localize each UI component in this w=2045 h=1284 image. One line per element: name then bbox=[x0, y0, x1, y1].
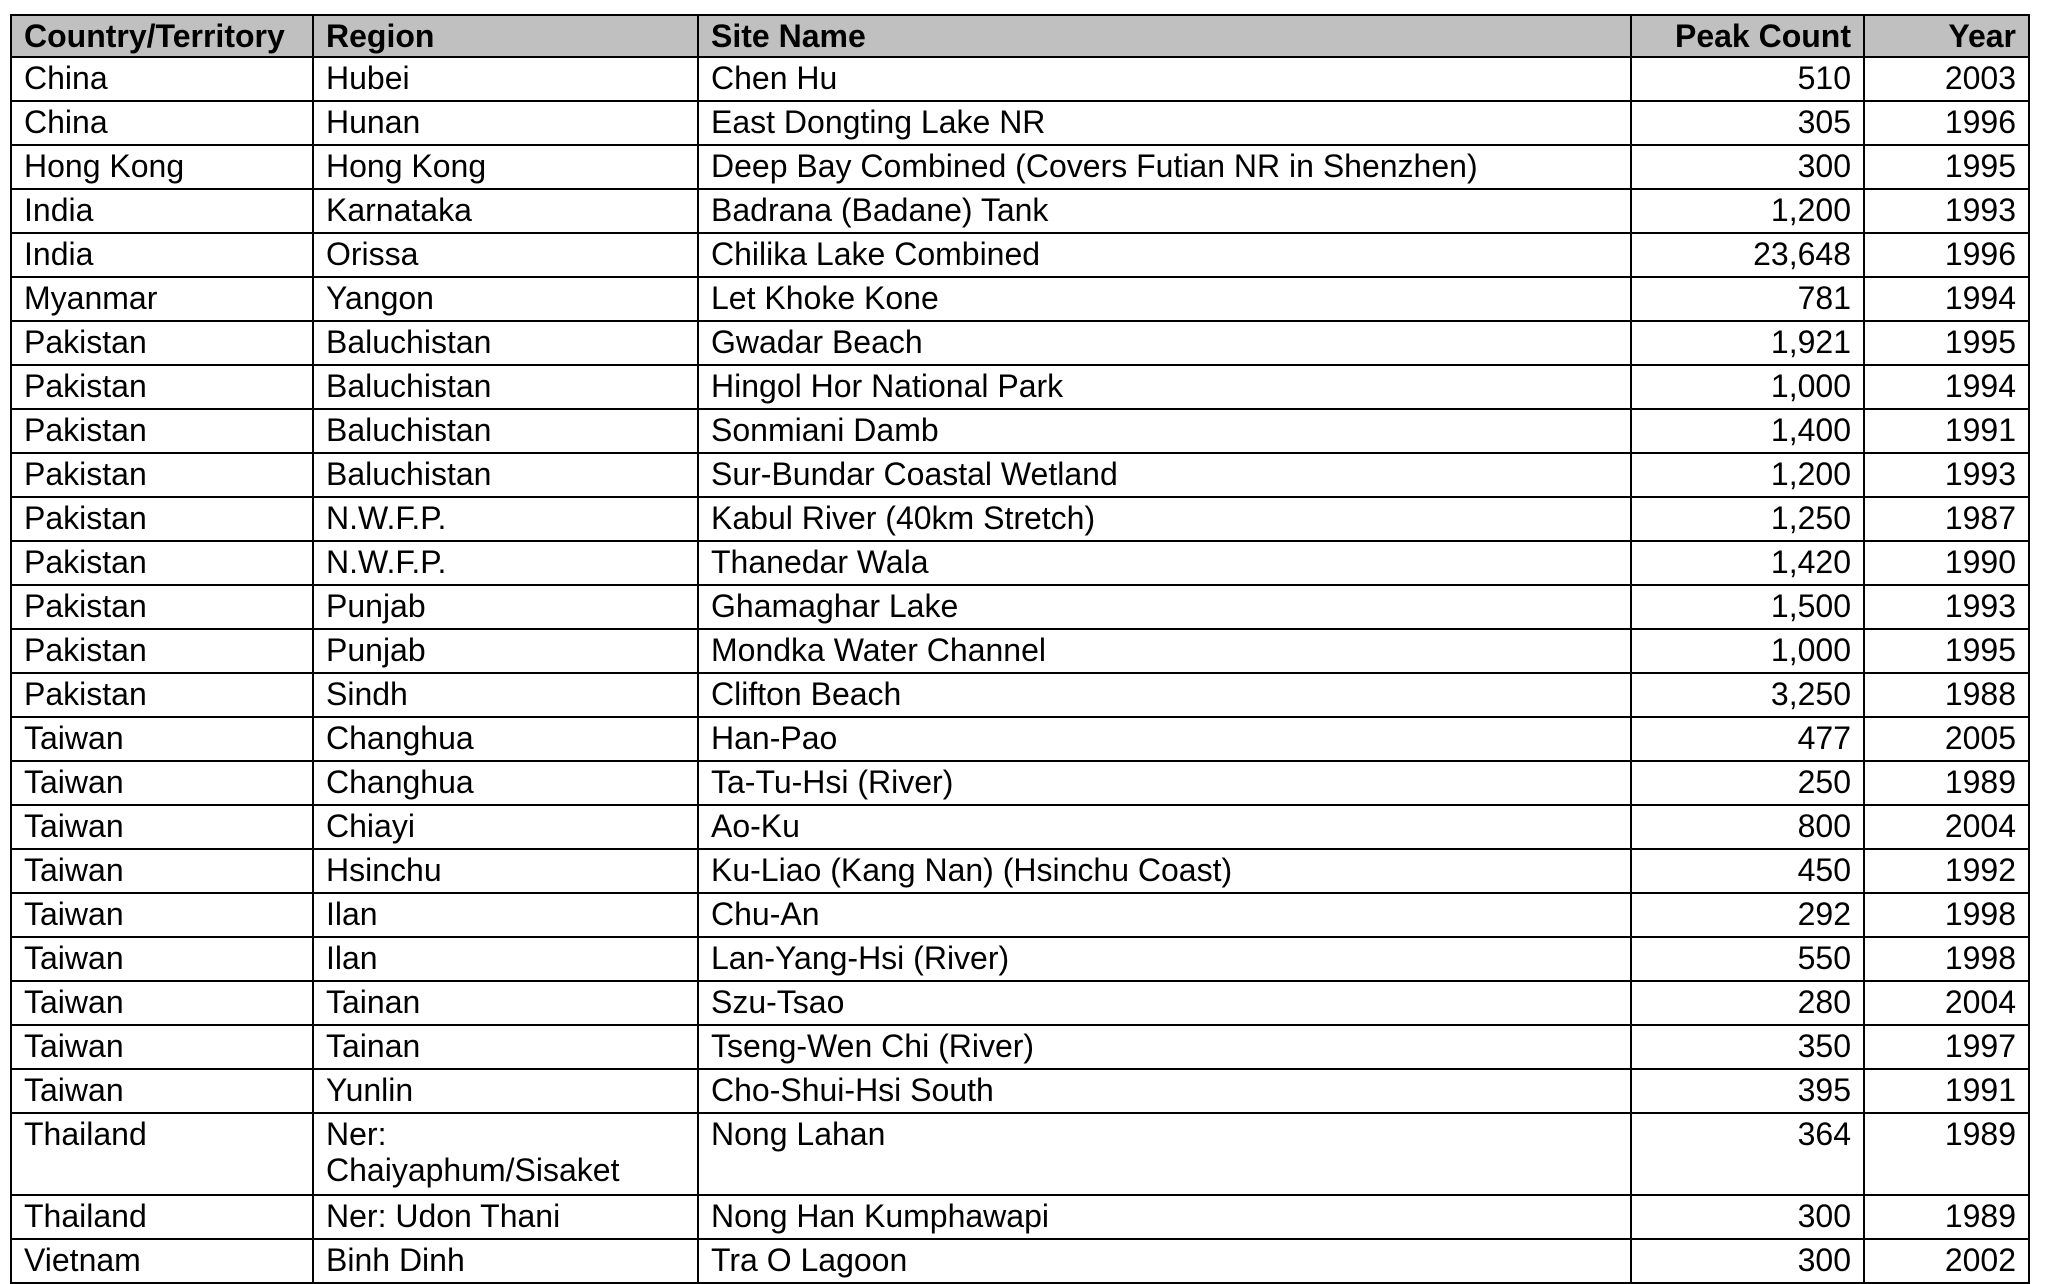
table-row bbox=[11, 101, 2029, 145]
header-row bbox=[11, 15, 2029, 57]
cell-year: 1989 bbox=[1864, 761, 2029, 805]
cell-site-name: Sur-Bundar Coastal Wetland bbox=[698, 453, 1631, 497]
cell-site-name: East Dongting Lake NR bbox=[698, 101, 1631, 145]
cell-country: Pakistan bbox=[11, 409, 313, 453]
table-row bbox=[11, 453, 2029, 497]
cell-year: 1991 bbox=[1864, 409, 2029, 453]
cell-country: Taiwan bbox=[11, 761, 313, 805]
cell-region: Ner: Chaiyaphum/Sisaket bbox=[313, 1113, 698, 1195]
cell-region: Tainan bbox=[313, 1025, 698, 1069]
cell-peak-count: 477 bbox=[1631, 717, 1864, 761]
table-row bbox=[11, 1069, 2029, 1113]
cell-region: Baluchistan bbox=[313, 453, 698, 497]
table-row bbox=[11, 497, 2029, 541]
cell-year: 1993 bbox=[1864, 453, 2029, 497]
cell-country: Thailand bbox=[11, 1113, 313, 1195]
cell-country: Pakistan bbox=[11, 673, 313, 717]
cell-site-name: Lan-Yang-Hsi (River) bbox=[698, 937, 1631, 981]
cell-region: Orissa bbox=[313, 233, 698, 277]
header-country: Country/Territory bbox=[11, 15, 313, 57]
cell-country: China bbox=[11, 101, 313, 145]
cell-region: Hubei bbox=[313, 57, 698, 101]
cell-country: Taiwan bbox=[11, 937, 313, 981]
cell-region: Changhua bbox=[313, 717, 698, 761]
cell-region: Yunlin bbox=[313, 1069, 698, 1113]
cell-region: Changhua bbox=[313, 761, 698, 805]
cell-region: Baluchistan bbox=[313, 365, 698, 409]
cell-site-name: Nong Lahan bbox=[698, 1113, 1631, 1195]
cell-site-name: Chilika Lake Combined bbox=[698, 233, 1631, 277]
cell-region: Binh Dinh bbox=[313, 1239, 698, 1283]
cell-peak-count: 292 bbox=[1631, 893, 1864, 937]
cell-region: Ilan bbox=[313, 937, 698, 981]
cell-country: Taiwan bbox=[11, 981, 313, 1025]
cell-site-name: Tseng-Wen Chi (River) bbox=[698, 1025, 1631, 1069]
table-row bbox=[11, 1195, 2029, 1239]
cell-site-name: Gwadar Beach bbox=[698, 321, 1631, 365]
table-row bbox=[11, 717, 2029, 761]
cell-site-name: Cho-Shui-Hsi South bbox=[698, 1069, 1631, 1113]
cell-country: Taiwan bbox=[11, 717, 313, 761]
table-row bbox=[11, 541, 2029, 585]
table-row bbox=[11, 673, 2029, 717]
cell-country: India bbox=[11, 233, 313, 277]
cell-site-name: Thanedar Wala bbox=[698, 541, 1631, 585]
cell-site-name: Ta-Tu-Hsi (River) bbox=[698, 761, 1631, 805]
cell-peak-count: 23,648 bbox=[1631, 233, 1864, 277]
cell-peak-count: 1,400 bbox=[1631, 409, 1864, 453]
cell-peak-count: 305 bbox=[1631, 101, 1864, 145]
table-row bbox=[11, 57, 2029, 101]
cell-country: Pakistan bbox=[11, 321, 313, 365]
cell-country: Pakistan bbox=[11, 541, 313, 585]
cell-year: 1990 bbox=[1864, 541, 2029, 585]
cell-peak-count: 300 bbox=[1631, 145, 1864, 189]
table-row bbox=[11, 937, 2029, 981]
cell-country: Hong Kong bbox=[11, 145, 313, 189]
table-row bbox=[11, 365, 2029, 409]
cell-country: Taiwan bbox=[11, 893, 313, 937]
header-peak-count: Peak Count bbox=[1631, 15, 1864, 57]
cell-peak-count: 550 bbox=[1631, 937, 1864, 981]
table-row bbox=[11, 1239, 2029, 1283]
cell-year: 1995 bbox=[1864, 321, 2029, 365]
cell-year: 1991 bbox=[1864, 1069, 2029, 1113]
cell-country: Pakistan bbox=[11, 365, 313, 409]
cell-site-name: Kabul River (40km Stretch) bbox=[698, 497, 1631, 541]
cell-peak-count: 364 bbox=[1631, 1113, 1864, 1195]
cell-peak-count: 450 bbox=[1631, 849, 1864, 893]
site-count-table bbox=[10, 14, 2030, 1284]
cell-region: N.W.F.P. bbox=[313, 497, 698, 541]
cell-region: Ilan bbox=[313, 893, 698, 937]
cell-peak-count: 1,250 bbox=[1631, 497, 1864, 541]
cell-site-name: Sonmiani Damb bbox=[698, 409, 1631, 453]
table-row bbox=[11, 1025, 2029, 1069]
cell-site-name: Chen Hu bbox=[698, 57, 1631, 101]
table-row bbox=[11, 277, 2029, 321]
table-body bbox=[11, 57, 2029, 1283]
cell-peak-count: 250 bbox=[1631, 761, 1864, 805]
cell-site-name: Ku-Liao (Kang Nan) (Hsinchu Coast) bbox=[698, 849, 1631, 893]
cell-country: Taiwan bbox=[11, 1025, 313, 1069]
cell-country: Thailand bbox=[11, 1195, 313, 1239]
cell-peak-count: 1,200 bbox=[1631, 453, 1864, 497]
cell-country: Pakistan bbox=[11, 497, 313, 541]
header-site-name: Site Name bbox=[698, 15, 1631, 57]
table-header bbox=[11, 15, 2029, 57]
cell-year: 1996 bbox=[1864, 233, 2029, 277]
cell-peak-count: 1,000 bbox=[1631, 365, 1864, 409]
cell-peak-count: 280 bbox=[1631, 981, 1864, 1025]
cell-peak-count: 781 bbox=[1631, 277, 1864, 321]
cell-peak-count: 300 bbox=[1631, 1239, 1864, 1283]
cell-peak-count: 1,420 bbox=[1631, 541, 1864, 585]
cell-country: China bbox=[11, 57, 313, 101]
cell-country: India bbox=[11, 189, 313, 233]
cell-year: 1998 bbox=[1864, 893, 2029, 937]
cell-site-name: Clifton Beach bbox=[698, 673, 1631, 717]
cell-site-name: Ghamaghar Lake bbox=[698, 585, 1631, 629]
cell-country: Pakistan bbox=[11, 585, 313, 629]
cell-site-name: Badrana (Badane) Tank bbox=[698, 189, 1631, 233]
table-row bbox=[11, 1113, 2029, 1195]
table-row bbox=[11, 321, 2029, 365]
cell-peak-count: 395 bbox=[1631, 1069, 1864, 1113]
cell-site-name: Han-Pao bbox=[698, 717, 1631, 761]
cell-region: N.W.F.P. bbox=[313, 541, 698, 585]
cell-region: Yangon bbox=[313, 277, 698, 321]
cell-country: Taiwan bbox=[11, 849, 313, 893]
cell-peak-count: 510 bbox=[1631, 57, 1864, 101]
cell-peak-count: 1,200 bbox=[1631, 189, 1864, 233]
cell-year: 1989 bbox=[1864, 1113, 2029, 1195]
cell-site-name: Tra O Lagoon bbox=[698, 1239, 1631, 1283]
cell-region: Chiayi bbox=[313, 805, 698, 849]
cell-year: 1993 bbox=[1864, 585, 2029, 629]
table-row bbox=[11, 233, 2029, 277]
cell-country: Taiwan bbox=[11, 805, 313, 849]
cell-peak-count: 1,500 bbox=[1631, 585, 1864, 629]
cell-country: Taiwan bbox=[11, 1069, 313, 1113]
cell-country: Vietnam bbox=[11, 1239, 313, 1283]
cell-year: 1998 bbox=[1864, 937, 2029, 981]
cell-year: 1994 bbox=[1864, 365, 2029, 409]
cell-peak-count: 1,000 bbox=[1631, 629, 1864, 673]
cell-year: 1992 bbox=[1864, 849, 2029, 893]
cell-region: Punjab bbox=[313, 629, 698, 673]
cell-year: 2004 bbox=[1864, 981, 2029, 1025]
cell-site-name: Szu-Tsao bbox=[698, 981, 1631, 1025]
cell-site-name: Ao-Ku bbox=[698, 805, 1631, 849]
cell-year: 1995 bbox=[1864, 629, 2029, 673]
table-row bbox=[11, 849, 2029, 893]
cell-region: Karnataka bbox=[313, 189, 698, 233]
table-row bbox=[11, 893, 2029, 937]
cell-country: Pakistan bbox=[11, 453, 313, 497]
cell-peak-count: 800 bbox=[1631, 805, 1864, 849]
cell-peak-count: 1,921 bbox=[1631, 321, 1864, 365]
cell-year: 2004 bbox=[1864, 805, 2029, 849]
cell-year: 1993 bbox=[1864, 189, 2029, 233]
cell-country: Myanmar bbox=[11, 277, 313, 321]
cell-region: Sindh bbox=[313, 673, 698, 717]
cell-region: Baluchistan bbox=[313, 409, 698, 453]
table-row bbox=[11, 981, 2029, 1025]
header-region: Region bbox=[313, 15, 698, 57]
cell-year: 1987 bbox=[1864, 497, 2029, 541]
cell-year: 1988 bbox=[1864, 673, 2029, 717]
cell-year: 1994 bbox=[1864, 277, 2029, 321]
cell-site-name: Chu-An bbox=[698, 893, 1631, 937]
cell-region: Hsinchu bbox=[313, 849, 698, 893]
cell-region: Punjab bbox=[313, 585, 698, 629]
cell-year: 1997 bbox=[1864, 1025, 2029, 1069]
cell-site-name: Let Khoke Kone bbox=[698, 277, 1631, 321]
cell-site-name: Hingol Hor National Park bbox=[698, 365, 1631, 409]
cell-year: 2005 bbox=[1864, 717, 2029, 761]
cell-region: Baluchistan bbox=[313, 321, 698, 365]
cell-site-name: Nong Han Kumphawapi bbox=[698, 1195, 1631, 1239]
cell-site-name: Mondka Water Channel bbox=[698, 629, 1631, 673]
cell-year: 1995 bbox=[1864, 145, 2029, 189]
cell-region: Hong Kong bbox=[313, 145, 698, 189]
cell-year: 2002 bbox=[1864, 1239, 2029, 1283]
table-row bbox=[11, 805, 2029, 849]
table-row bbox=[11, 145, 2029, 189]
cell-year: 1989 bbox=[1864, 1195, 2029, 1239]
cell-region: Tainan bbox=[313, 981, 698, 1025]
cell-region: Ner: Udon Thani bbox=[313, 1195, 698, 1239]
cell-year: 1996 bbox=[1864, 101, 2029, 145]
cell-peak-count: 300 bbox=[1631, 1195, 1864, 1239]
site-count-table-container bbox=[10, 14, 2030, 1284]
cell-country: Pakistan bbox=[11, 629, 313, 673]
table-row bbox=[11, 189, 2029, 233]
cell-year: 2003 bbox=[1864, 57, 2029, 101]
cell-region: Hunan bbox=[313, 101, 698, 145]
header-year: Year bbox=[1864, 15, 2029, 57]
cell-peak-count: 3,250 bbox=[1631, 673, 1864, 717]
table-row bbox=[11, 409, 2029, 453]
table-row bbox=[11, 629, 2029, 673]
table-row bbox=[11, 761, 2029, 805]
cell-peak-count: 350 bbox=[1631, 1025, 1864, 1069]
table-row bbox=[11, 585, 2029, 629]
cell-site-name: Deep Bay Combined (Covers Futian NR in Shenzhen) bbox=[698, 145, 1631, 189]
